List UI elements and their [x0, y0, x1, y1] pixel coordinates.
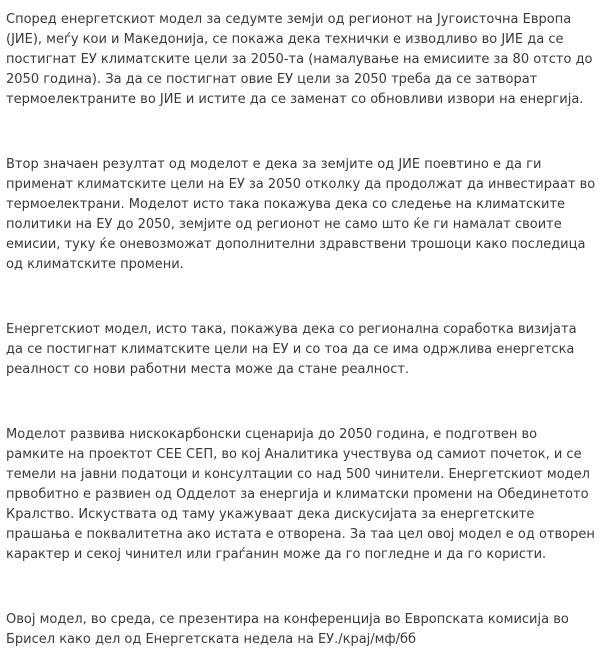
paragraph-second-result: Втор значаен резултат од моделот е дека за земјите од ЈИЕ поевтино е да ги применат климатските цели на ЕУ за 2050 отколку да продолжат да инвестираат во термоелектрани. Моделот исто така покажува дека со следење на климатските политики на ЕУ до 2050, земјите од регионот не само што ќе ги намалат своите емисии, туку ќе оневозможат дополнителни здравствени трошоци како последица од климатските промени. [6, 157, 596, 272]
paragraph-energy-model: Според енергетскиот модел за седумте земји од регионот на Југоисточна Европа (ЈИЕ), меѓу кои и Македонија, се покажа дека технички е изводливо во ЈИЕ да се постигнат ЕУ климатските цели за 2050-та (намалување на емисиите за 80 отсто до 2050 година). За да се постигнат овие ЕУ цели за 2050 треба да се затворат термоелектраните во ЈИЕ и истите да се заменат со обновливи извори на енергија. [6, 12, 593, 107]
paragraph-conference: Овој модел, во среда, се презентира на конференција во Европската комисија во Брисел како дел од Енергетската недела на ЕУ./крај/мф/бб [6, 612, 569, 647]
paragraph-model-scenarios: Моделот развива нискокарбонски сценарија до 2050 година, е подготвен во рамките на проектот СЕЕ СЕП, во кој Аналитика учествува од самиот почеток, и се темели на јавни податоци и консултации со над 500 чинители. Енергетскиот модел првобитно е развиен од Одделот за енергија и климатски промени на Обединетото Кралство. Искуствата од таму укажуваат дека дискусијата за енергетските прашања е поквалитетна ако истата е отворена. За таа цел овој модел е од отворен карактер и секој чинител или граѓанин може да го погледне и да го користи. [6, 427, 595, 562]
paragraph-regional-cooperation: Енергетскиот модел, исто така, покажува дека со регионална соработка визијата да се постигнат климатските цели на ЕУ и со тоа да се има одржлива енергетска реалност со нови работни места може да стане реалност. [6, 322, 577, 377]
